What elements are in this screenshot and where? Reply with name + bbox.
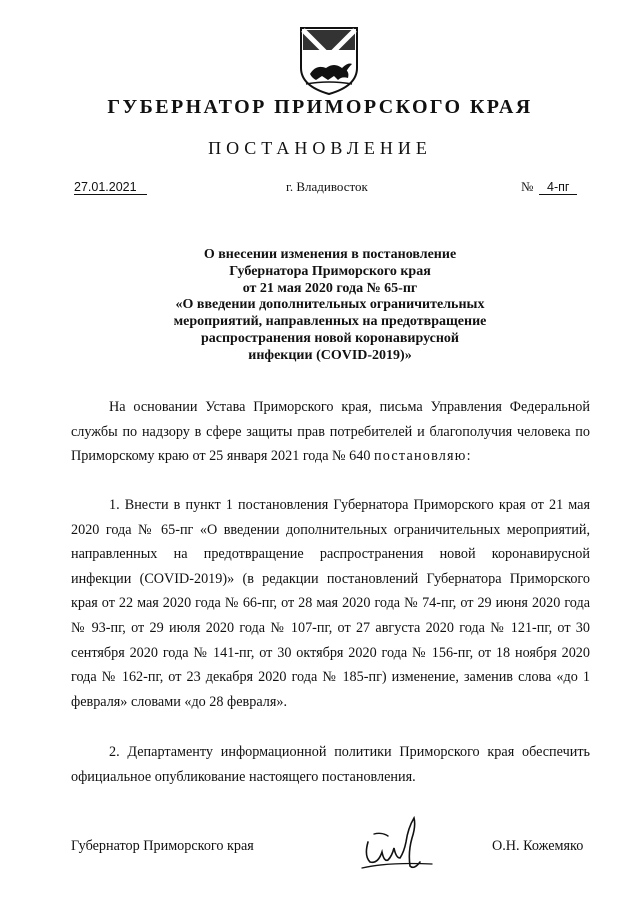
title-line: от 21 мая 2020 года № 65-пг [242, 280, 418, 296]
paragraph-item-2: 2. Департаменту информационной политики Приморского края обеспечить официальное опубликование настоящего постановления. [71, 744, 590, 785]
paragraph-preamble [71, 395, 590, 469]
preamble-resolve-word: постановляю: [373, 448, 472, 465]
paragraph-item-1: 1. Внести в пункт 1 постановления Губернатора Приморского края от 21 мая 2020 года № 65-пг «О введении дополнительных ограничительных мероприятий, направленных на предотвращение распространения новой коронавирусной инфекции (COVID-2019)» (в редакции постановлений Губернатора Приморского края от 22 мая 2020 года № 66-пг, от 28 мая 2020 года № 74-пг, от 29 июня 2020 года № 93-пг, от 29 июля 2020 года № 107-пг, от 27 августа 2020 года № 121-пг, от 30 сентября 2020 года № 141-пг, от 30 октября 2020 года № 156-пг, от 18 ноября 2020 года № 162-пг, от 23 декабря 2020 года № 185-пг) изменение, заменив слова «до 1 февраля» словами «до 28 февраля». [71, 497, 590, 710]
document-type: ПОСТАНОВЛЕНИЕ [208, 138, 432, 158]
signatory-name: О.Н. Кожемяко [492, 838, 584, 854]
handwritten-signature-icon [358, 812, 436, 874]
document-city: г. Владивосток [286, 179, 368, 194]
title-line: распространения новой коронавирусной [200, 330, 459, 346]
document-date: 27.01.2021 [74, 180, 147, 195]
coat-of-arms-icon [298, 24, 360, 96]
title-line: О внесении изменения в постановление [203, 247, 457, 262]
document-title [140, 247, 520, 365]
title-line: «О введении дополнительных ограничительных [175, 297, 485, 313]
title-line: инфекции (COVID-2019)» [248, 347, 412, 363]
signatory-title: Губернатор Приморского края [71, 838, 254, 854]
title-line: Губернатора Приморского края [229, 263, 431, 279]
authority-heading: ГУБЕРНАТОР ПРИМОРСКОГО КРАЯ [107, 96, 533, 118]
preamble-text: На основании Устава Приморского края, письма Управления Федеральной службы по надзору в сфере защиты прав потребителей и благополучия человека по Приморскому краю от 25 января 2021 года № 640 [71, 399, 590, 465]
document-number: 4-пг [539, 180, 577, 195]
number-label: № [521, 179, 534, 194]
title-line: мероприятий, направленных на предотвращение [173, 314, 487, 330]
